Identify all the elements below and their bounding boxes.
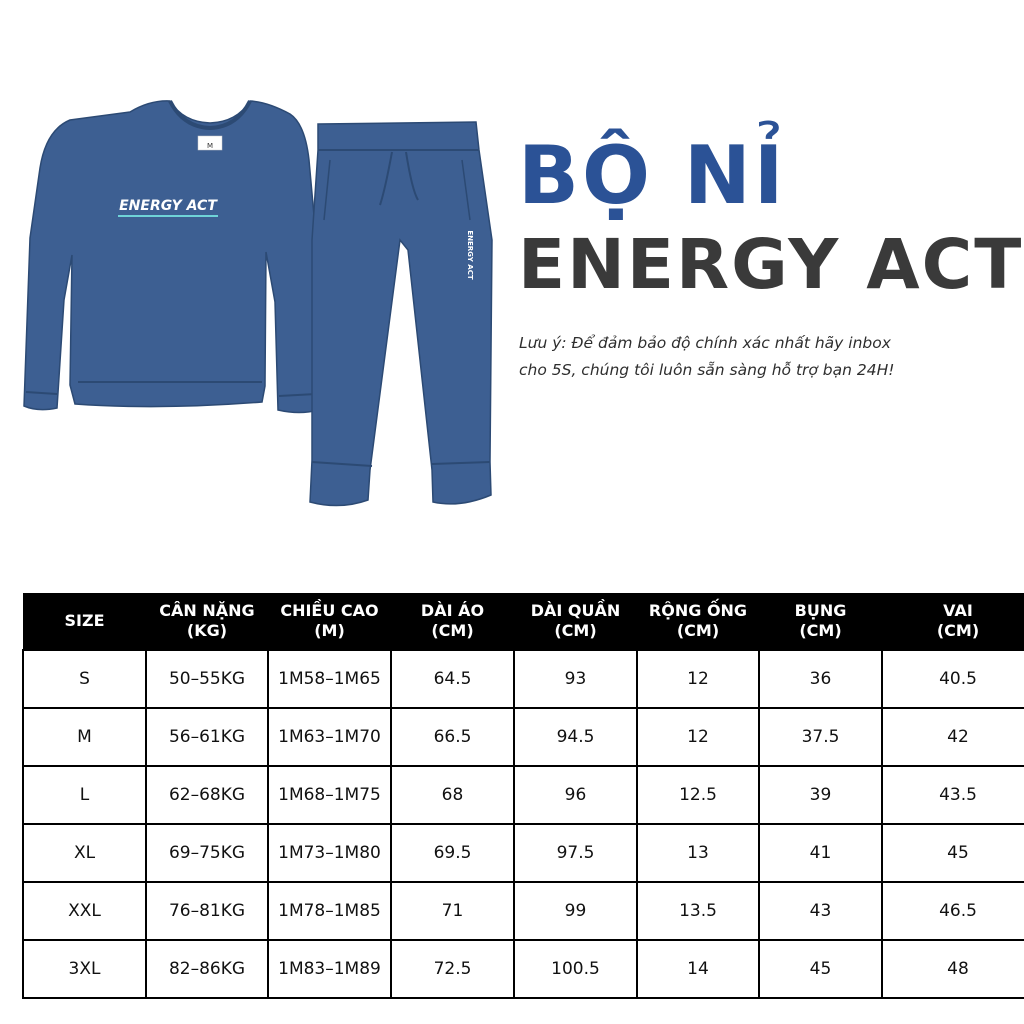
cell-leg-width: 12.5 bbox=[637, 766, 759, 824]
sizing-note-line2: cho 5S, chúng tôi luôn sẵn sàng hỗ trợ bạn 24H! bbox=[519, 361, 895, 379]
cell-shirt-length: 69.5 bbox=[391, 824, 514, 882]
cell-waist: 36 bbox=[759, 650, 882, 708]
print-stripe bbox=[118, 215, 218, 217]
cell-size: M bbox=[23, 708, 146, 766]
sweatshirt-print: ENERGY ACT bbox=[119, 198, 217, 214]
table-row bbox=[23, 824, 1024, 882]
header-leg-width: RỘNG ỐNG (CM) bbox=[637, 593, 759, 650]
garment-illustration bbox=[0, 0, 520, 540]
cell-height: 1M63–1M70 bbox=[268, 708, 391, 766]
cell-pants-length: 100.5 bbox=[514, 940, 637, 998]
cell-leg-width: 13 bbox=[637, 824, 759, 882]
cell-leg-width: 12 bbox=[637, 650, 759, 708]
cell-waist: 39 bbox=[759, 766, 882, 824]
cell-shoulder: 46.5 bbox=[882, 882, 1024, 940]
header-size: SIZE bbox=[23, 593, 146, 650]
title-block bbox=[518, 128, 1024, 306]
cell-weight: 76–81KG bbox=[146, 882, 268, 940]
cell-size: S bbox=[23, 650, 146, 708]
sweatshirt-image bbox=[24, 101, 318, 413]
header-pants-length: DÀI QUẦN (CM) bbox=[514, 593, 637, 650]
product-title-line1: BỘ NỈ bbox=[518, 129, 787, 222]
header-waist: BỤNG (CM) bbox=[759, 593, 882, 650]
cell-shoulder: 45 bbox=[882, 824, 1024, 882]
cell-shoulder: 48 bbox=[882, 940, 1024, 998]
table-row bbox=[23, 708, 1024, 766]
cell-leg-width: 13.5 bbox=[637, 882, 759, 940]
cell-leg-width: 14 bbox=[637, 940, 759, 998]
pants-print: ENERGY ACT bbox=[466, 230, 474, 280]
cell-shirt-length: 64.5 bbox=[391, 650, 514, 708]
cell-waist: 41 bbox=[759, 824, 882, 882]
cell-pants-length: 96 bbox=[514, 766, 637, 824]
cell-shirt-length: 71 bbox=[391, 882, 514, 940]
cell-weight: 50–55KG bbox=[146, 650, 268, 708]
cell-shoulder: 43.5 bbox=[882, 766, 1024, 824]
cell-pants-length: 99 bbox=[514, 882, 637, 940]
cell-height: 1M58–1M65 bbox=[268, 650, 391, 708]
cell-weight: 56–61KG bbox=[146, 708, 268, 766]
table-header-row bbox=[23, 593, 1024, 650]
size-chart-table bbox=[22, 593, 1024, 999]
cell-shirt-length: 66.5 bbox=[391, 708, 514, 766]
header-weight: CÂN NẶNG (KG) bbox=[146, 593, 268, 650]
cell-shoulder: 42 bbox=[882, 708, 1024, 766]
cell-height: 1M68–1M75 bbox=[268, 766, 391, 824]
cell-weight: 62–68KG bbox=[146, 766, 268, 824]
cell-size: 3XL bbox=[23, 940, 146, 998]
table-row bbox=[23, 650, 1024, 708]
cell-size: XXL bbox=[23, 882, 146, 940]
cell-weight: 69–75KG bbox=[146, 824, 268, 882]
table-row bbox=[23, 940, 1024, 998]
cell-size: XL bbox=[23, 824, 146, 882]
cell-pants-length: 93 bbox=[514, 650, 637, 708]
cell-weight: 82–86KG bbox=[146, 940, 268, 998]
sizing-note-line1: Lưu ý: Để đảm bảo độ chính xác nhất hãy inbox bbox=[519, 334, 891, 352]
cell-shoulder: 40.5 bbox=[882, 650, 1024, 708]
cell-shirt-length: 68 bbox=[391, 766, 514, 824]
table-row bbox=[23, 882, 1024, 940]
pants-image bbox=[310, 122, 492, 506]
cell-waist: 43 bbox=[759, 882, 882, 940]
product-title-line2: ENERGY ACT bbox=[518, 225, 1024, 305]
cell-waist: 37.5 bbox=[759, 708, 882, 766]
cell-height: 1M78–1M85 bbox=[268, 882, 391, 940]
sizing-note bbox=[519, 330, 1019, 384]
neck-label-text: M bbox=[206, 142, 214, 150]
cell-pants-length: 94.5 bbox=[514, 708, 637, 766]
product-image bbox=[0, 0, 520, 540]
cell-size: L bbox=[23, 766, 146, 824]
cell-height: 1M73–1M80 bbox=[268, 824, 391, 882]
cell-leg-width: 12 bbox=[637, 708, 759, 766]
header-height: CHIỀU CAO (M) bbox=[268, 593, 391, 650]
cell-waist: 45 bbox=[759, 940, 882, 998]
header-shirt-length: DÀI ÁO (CM) bbox=[391, 593, 514, 650]
cell-pants-length: 97.5 bbox=[514, 824, 637, 882]
cell-height: 1M83–1M89 bbox=[268, 940, 391, 998]
cell-shirt-length: 72.5 bbox=[391, 940, 514, 998]
header-shoulder: VAI (CM) bbox=[882, 593, 1024, 650]
table-row bbox=[23, 766, 1024, 824]
